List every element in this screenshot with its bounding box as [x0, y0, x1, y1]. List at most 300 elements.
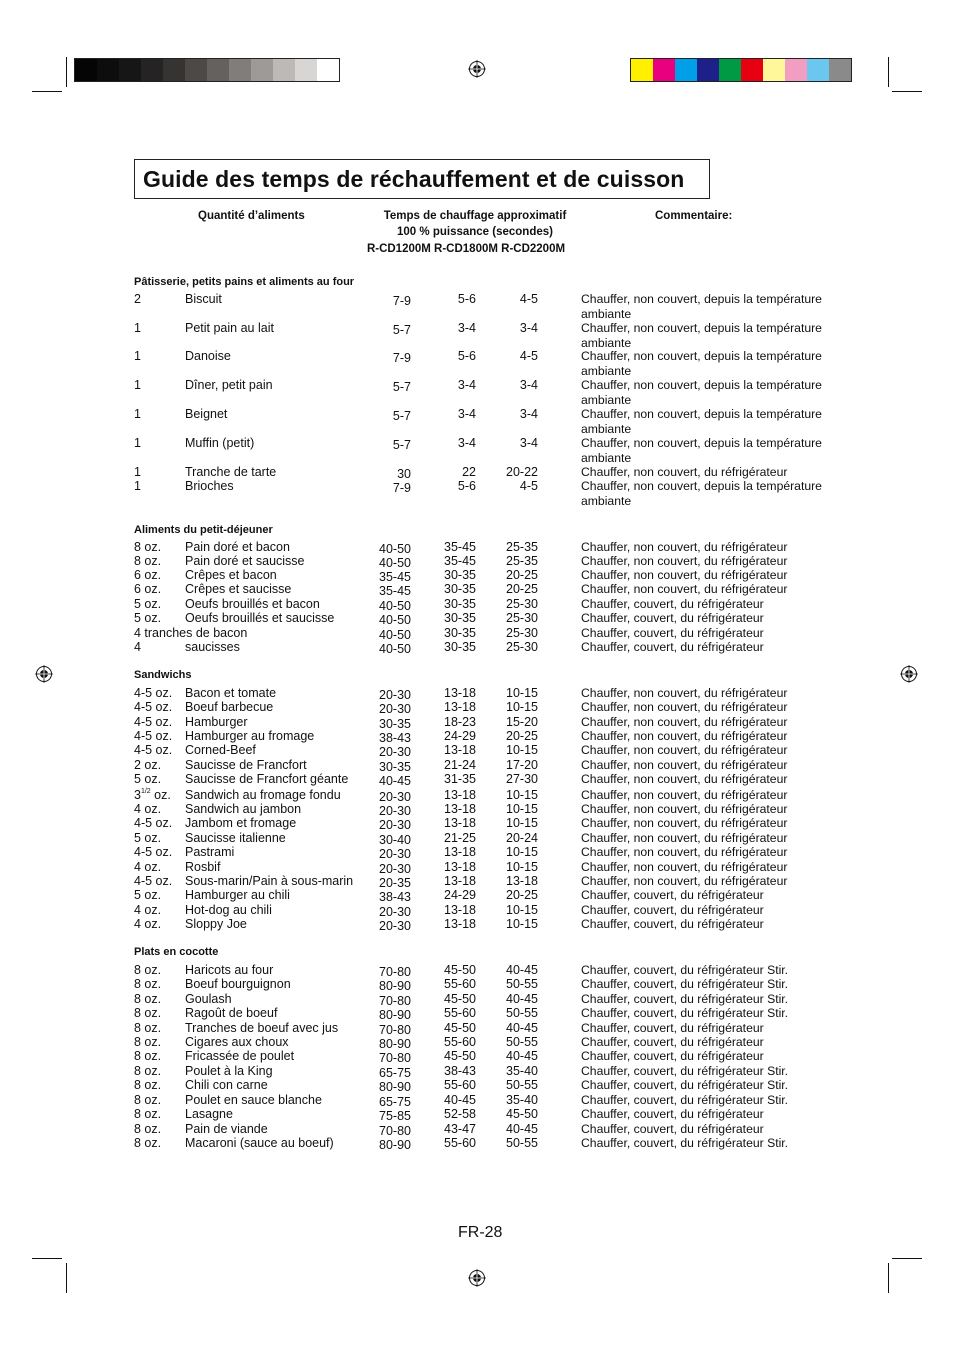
time-r-cd2200m: 25-35 [506, 540, 538, 554]
color-swatch [741, 59, 763, 81]
time-r-cd1800m: 30-35 [444, 597, 476, 611]
food-item-cell: Boeuf barbecue [185, 700, 274, 714]
time-r-cd1200m: 65-75 [379, 1066, 411, 1080]
food-item-cell: Danoise [185, 349, 231, 363]
food-item-cell: Poulet à la King [185, 1064, 273, 1078]
food-item-cell: Hot-dog au chili [185, 903, 272, 917]
time-r-cd2200m: 25-30 [506, 611, 538, 625]
food-item-cell: Chili con carne [185, 1078, 268, 1092]
food-item-cell: Poulet en sauce blanche [185, 1093, 322, 1107]
time-r-cd1800m: 30-35 [444, 582, 476, 596]
time-r-cd2200m: 10-15 [506, 816, 538, 830]
crop-mark [32, 91, 62, 92]
registration-mark-icon [468, 60, 486, 78]
crop-mark [66, 57, 67, 87]
quantity-cell: 4-5 oz. [134, 729, 173, 743]
food-item-cell: Crêpes et bacon [185, 568, 277, 582]
food-item-cell: Sous-marin/Pain à sous-marin [185, 874, 354, 888]
color-swatch [675, 59, 697, 81]
quantity-cell: 5 oz. [134, 772, 162, 786]
quantity-unit: oz. [150, 788, 171, 802]
time-r-cd1200m: 5-7 [392, 438, 411, 452]
comment-cell: Chauffer, couvert, du réfrigérateur Stir. [581, 1093, 789, 1107]
food-item-cell: Tranches de boeuf avec jus [185, 1021, 339, 1035]
time-r-cd1800m: 13-18 [444, 903, 476, 917]
time-r-cd2200m: 10-15 [506, 686, 538, 700]
food-item-cell: saucisses [185, 640, 240, 654]
page-number: FR-28 [458, 1224, 503, 1241]
quantity-cell: 1 [134, 407, 141, 421]
time-r-cd2200m: 15-20 [506, 715, 538, 729]
food-item-cell: Dîner, petit pain [185, 378, 273, 392]
quantity-cell: 8 oz. [134, 977, 162, 991]
comment-cell: Chauffer, couvert, du réfrigérateur [581, 1122, 764, 1136]
time-r-cd1200m: 40-50 [379, 642, 411, 656]
grayscale-swatch [295, 59, 317, 81]
color-swatch [697, 59, 719, 81]
comment-cell: Chauffer, non couvert, du réfrigérateur [581, 788, 788, 802]
quantity-cell: 1 [134, 479, 141, 493]
comment-cell: Chauffer, couvert, du réfrigérateur [581, 640, 764, 654]
comment-cell: Chauffer, non couvert, depuis la température ambiante [581, 349, 822, 378]
food-item-cell: Pastrami [185, 845, 235, 859]
time-r-cd1200m: 7-9 [392, 351, 411, 365]
food-item-cell: Goulash [185, 992, 232, 1006]
time-r-cd1200m: 20-30 [379, 688, 411, 702]
time-r-cd1200m: 20-30 [379, 847, 411, 861]
comment-cell: Chauffer, couvert, du réfrigérateur [581, 1035, 764, 1049]
food-item-cell: Cigares aux choux [185, 1035, 289, 1049]
food-item-cell: Tranche de tarte [185, 465, 277, 479]
food-item-cell: Petit pain au lait [185, 321, 274, 335]
comment-cell: Chauffer, couvert, du réfrigérateur [581, 888, 764, 902]
time-r-cd1800m: 45-50 [444, 1021, 476, 1035]
grayscale-swatch [185, 59, 207, 81]
time-r-cd1200m: 20-30 [379, 804, 411, 818]
time-r-cd2200m: 3-4 [519, 321, 538, 335]
time-r-cd1200m: 80-90 [379, 1138, 411, 1152]
time-r-cd1200m: 20-30 [379, 905, 411, 919]
color-calibration-bar [630, 58, 852, 82]
grayscale-swatch [273, 59, 295, 81]
header-quantity: Quantité d’aliments [198, 210, 305, 222]
time-r-cd2200m: 10-15 [506, 845, 538, 859]
comment-cell: Chauffer, couvert, du réfrigérateur Stir. [581, 1064, 789, 1078]
time-r-cd1800m: 13-18 [444, 686, 476, 700]
section-heading: Pâtisserie, petits pains et aliments au four [134, 276, 355, 288]
color-swatch [653, 59, 675, 81]
quantity-cell: 8 oz. [134, 1136, 162, 1150]
comment-cell: Chauffer, couvert, du réfrigérateur [581, 903, 764, 917]
time-r-cd1200m: 35-45 [379, 570, 411, 584]
comment-cell: Chauffer, non couvert, du réfrigérateur [581, 758, 788, 772]
quantity-cell: 4 oz. [134, 802, 162, 816]
quantity-cell: 8 oz. [134, 1122, 162, 1136]
header-power: 100 % puissance (secondes) [397, 226, 553, 238]
time-r-cd2200m: 27-30 [506, 772, 538, 786]
time-r-cd2200m: 10-15 [506, 802, 538, 816]
food-item-cell: Sloppy Joe [185, 917, 247, 931]
time-r-cd1800m: 45-50 [444, 963, 476, 977]
grayscale-swatch [75, 59, 97, 81]
comment-cell: Chauffer, non couvert, du réfrigérateur [581, 831, 788, 845]
time-r-cd1800m: 13-18 [444, 816, 476, 830]
time-r-cd1800m: 13-18 [444, 874, 476, 888]
time-r-cd1800m: 43-47 [444, 1122, 476, 1136]
grayscale-swatch [317, 59, 339, 81]
quantity-cell: 4 tranches de bacon [134, 626, 248, 640]
quantity-cell: 1 [134, 378, 141, 392]
time-r-cd1200m: 20-30 [379, 919, 411, 933]
quantity-cell: 1 [134, 436, 141, 450]
comment-cell: Chauffer, non couvert, du réfrigérateur [581, 802, 788, 816]
time-r-cd1800m: 5-6 [457, 479, 476, 493]
time-r-cd1800m: 13-18 [444, 845, 476, 859]
comment-cell: Chauffer, couvert, du réfrigérateur [581, 1021, 764, 1035]
time-r-cd1200m: 30-35 [379, 717, 411, 731]
quantity-cell: 8 oz. [134, 963, 162, 977]
quantity-cell: 4-5 oz. [134, 743, 173, 757]
time-r-cd1200m: 20-30 [379, 745, 411, 759]
food-item-cell: Haricots au four [185, 963, 274, 977]
grayscale-swatch [141, 59, 163, 81]
comment-cell: Chauffer, couvert, du réfrigérateur [581, 611, 764, 625]
time-r-cd2200m: 20-24 [506, 831, 538, 845]
quantity-cell: 6 oz. [134, 568, 162, 582]
food-item-cell: Sandwich au fromage fondu [185, 788, 341, 802]
comment-cell: Chauffer, non couvert, du réfrigérateur [581, 860, 788, 874]
crop-mark [888, 57, 889, 87]
grayscale-swatch [163, 59, 185, 81]
time-r-cd2200m: 4-5 [519, 292, 538, 306]
section-heading: Sandwichs [134, 669, 192, 681]
comment-cell: Chauffer, non couvert, du réfrigérateur [581, 772, 788, 786]
section-heading: Plats en cocotte [134, 946, 219, 958]
time-r-cd2200m: 40-45 [506, 1021, 538, 1035]
time-r-cd1800m: 13-18 [444, 802, 476, 816]
time-r-cd1800m: 18-23 [444, 715, 476, 729]
comment-cell: Chauffer, couvert, du réfrigérateur [581, 597, 764, 611]
time-r-cd1200m: 7-9 [392, 294, 411, 308]
food-item-cell: Muffin (petit) [185, 436, 255, 450]
color-swatch [829, 59, 851, 81]
quantity-cell: 4-5 oz. [134, 845, 173, 859]
time-r-cd1800m: 3-4 [457, 407, 476, 421]
comment-cell: Chauffer, non couvert, depuis la température ambiante [581, 321, 822, 350]
time-r-cd2200m: 50-55 [506, 1136, 538, 1150]
registration-mark-icon [468, 1269, 486, 1287]
time-r-cd1200m: 5-7 [392, 409, 411, 423]
food-item-cell: Saucisse de Francfort [185, 758, 307, 772]
quantity-cell: 5 oz. [134, 597, 162, 611]
quantity-cell: 1 [134, 465, 141, 479]
time-r-cd1200m: 20-35 [379, 876, 411, 890]
food-item-cell: Sandwich au jambon [185, 802, 302, 816]
quantity-cell: 4-5 oz. [134, 874, 173, 888]
quantity-cell: 4-5 oz. [134, 715, 173, 729]
quantity-cell: 8 oz. [134, 1064, 162, 1078]
quantity-cell: 5 oz. [134, 888, 162, 902]
grayscale-swatch [251, 59, 273, 81]
time-r-cd1800m: 52-58 [444, 1107, 476, 1121]
comment-cell: Chauffer, non couvert, du réfrigérateur [581, 540, 788, 554]
time-r-cd1800m: 55-60 [444, 977, 476, 991]
section-heading: Aliments du petit-déjeuner [134, 524, 273, 536]
header-time: Temps de chauffage approximatif [383, 210, 567, 222]
quantity-cell: 1 [134, 321, 141, 335]
time-r-cd1200m: 20-30 [379, 818, 411, 832]
time-r-cd1800m: 30-35 [444, 611, 476, 625]
time-r-cd1800m: 5-6 [457, 349, 476, 363]
time-r-cd1800m: 5-6 [457, 292, 476, 306]
time-r-cd1200m: 20-30 [379, 862, 411, 876]
time-r-cd2200m: 10-15 [506, 917, 538, 931]
time-r-cd1800m: 21-24 [444, 758, 476, 772]
comment-cell: Chauffer, couvert, du réfrigérateur Stir. [581, 1078, 789, 1092]
food-item-cell: Pain doré et bacon [185, 540, 290, 554]
time-r-cd2200m: 10-15 [506, 788, 538, 802]
comment-cell: Chauffer, non couvert, depuis la température ambiante [581, 378, 822, 407]
time-r-cd1800m: 35-45 [444, 540, 476, 554]
crop-mark [888, 1263, 889, 1293]
time-r-cd1800m: 13-18 [444, 788, 476, 802]
time-r-cd2200m: 20-25 [506, 568, 538, 582]
time-r-cd2200m: 25-35 [506, 554, 538, 568]
time-r-cd2200m: 3-4 [519, 436, 538, 450]
time-r-cd1800m: 3-4 [457, 436, 476, 450]
comment-cell: Chauffer, couvert, du réfrigérateur [581, 1107, 764, 1121]
grayscale-swatch [97, 59, 119, 81]
food-item-cell: Crêpes et saucisse [185, 582, 292, 596]
color-swatch [763, 59, 785, 81]
quantity-cell: 8 oz. [134, 992, 162, 1006]
crop-mark [32, 1258, 62, 1259]
time-r-cd2200m: 35-40 [506, 1064, 538, 1078]
quantity-cell: 8 oz. [134, 1078, 162, 1092]
time-r-cd1800m: 13-18 [444, 917, 476, 931]
quantity-cell: 4-5 oz. [134, 686, 173, 700]
quantity-cell: 8 oz. [134, 1093, 162, 1107]
time-r-cd2200m: 10-15 [506, 860, 538, 874]
quantity-cell: 2 oz. [134, 758, 162, 772]
time-r-cd1200m: 80-90 [379, 979, 411, 993]
food-item-cell: Boeuf bourguignon [185, 977, 291, 991]
food-item-cell: Hamburger au chili [185, 888, 290, 902]
grayscale-swatch [207, 59, 229, 81]
time-r-cd1200m: 5-7 [392, 323, 411, 337]
comment-cell: Chauffer, couvert, du réfrigérateur Stir. [581, 1006, 789, 1020]
time-r-cd1200m: 70-80 [379, 965, 411, 979]
time-r-cd1200m: 70-80 [379, 1124, 411, 1138]
time-r-cd1800m: 30-35 [444, 626, 476, 640]
time-r-cd1800m: 22 [462, 465, 476, 479]
grayscale-calibration-bar [74, 58, 340, 82]
comment-cell: Chauffer, non couvert, du réfrigérateur [581, 874, 788, 888]
time-r-cd1200m: 30 [397, 467, 411, 481]
time-r-cd2200m: 10-15 [506, 743, 538, 757]
time-r-cd1800m: 55-60 [444, 1136, 476, 1150]
comment-cell: Chauffer, non couvert, depuis la température ambiante [581, 292, 822, 321]
quantity-value: 3 [134, 788, 141, 802]
quantity-cell: 8 oz. [134, 1107, 162, 1121]
time-r-cd2200m: 3-4 [519, 407, 538, 421]
quantity-fraction: 1/2 [140, 788, 151, 795]
quantity-cell: 5 oz. [134, 831, 162, 845]
food-item-cell: Ragoût de boeuf [185, 1006, 278, 1020]
time-r-cd2200m: 50-55 [506, 1006, 538, 1020]
time-r-cd2200m: 50-55 [506, 1035, 538, 1049]
quantity-cell: 4 oz. [134, 903, 162, 917]
time-r-cd2200m: 10-15 [506, 903, 538, 917]
quantity-cell: 6 oz. [134, 582, 162, 596]
time-r-cd1200m: 7-9 [392, 481, 411, 495]
time-r-cd1800m: 3-4 [457, 321, 476, 335]
comment-cell: Chauffer, non couvert, du réfrigérateur [581, 816, 788, 830]
food-item-cell: Corned-Beef [185, 743, 256, 757]
comment-cell: Chauffer, non couvert, depuis la température ambiante [581, 436, 822, 465]
time-r-cd2200m: 4-5 [519, 349, 538, 363]
time-r-cd2200m: 40-45 [506, 963, 538, 977]
comment-cell: Chauffer, non couvert, depuis la température ambiante [581, 407, 822, 436]
time-r-cd1200m: 38-43 [379, 731, 411, 745]
time-r-cd1200m: 38-43 [379, 890, 411, 904]
time-r-cd1800m: 13-18 [444, 743, 476, 757]
time-r-cd1200m: 40-50 [379, 556, 411, 570]
registration-mark-icon [900, 665, 918, 683]
time-r-cd2200m: 40-45 [506, 1122, 538, 1136]
time-r-cd1200m: 80-90 [379, 1080, 411, 1094]
time-r-cd2200m: 10-15 [506, 700, 538, 714]
comment-cell: Chauffer, couvert, du réfrigérateur Stir. [581, 963, 789, 977]
time-r-cd1800m: 31-35 [444, 772, 476, 786]
time-r-cd2200m: 35-40 [506, 1093, 538, 1107]
time-r-cd2200m: 40-45 [506, 992, 538, 1006]
time-r-cd2200m: 25-30 [506, 626, 538, 640]
time-r-cd1800m: 24-29 [444, 729, 476, 743]
color-swatch [719, 59, 741, 81]
time-r-cd1800m: 55-60 [444, 1035, 476, 1049]
quantity-cell: 4-5 oz. [134, 700, 173, 714]
food-item-cell: Hamburger au fromage [185, 729, 315, 743]
food-item-cell: Jambom et fromage [185, 816, 297, 830]
time-r-cd1200m: 40-45 [379, 774, 411, 788]
time-r-cd2200m: 20-25 [506, 888, 538, 902]
time-r-cd2200m: 4-5 [519, 479, 538, 493]
food-item-cell: Rosbif [185, 860, 221, 874]
time-r-cd1200m: 70-80 [379, 1023, 411, 1037]
time-r-cd2200m: 45-50 [506, 1107, 538, 1121]
quantity-cell: 4 oz. [134, 860, 162, 874]
comment-cell: Chauffer, non couvert, du réfrigérateur [581, 568, 788, 582]
time-r-cd1800m: 38-43 [444, 1064, 476, 1078]
food-item-cell: Fricassée de poulet [185, 1049, 295, 1063]
food-item-cell: Oeufs brouillés et saucisse [185, 611, 335, 625]
quantity-cell: 8 oz. [134, 1021, 162, 1035]
crop-mark [66, 1263, 67, 1293]
food-item-cell: Oeufs brouillés et bacon [185, 597, 320, 611]
food-item-cell: Macaroni (sauce au boeuf) [185, 1136, 334, 1150]
comment-cell: Chauffer, non couvert, du réfrigérateur [581, 715, 788, 729]
comment-cell: Chauffer, couvert, du réfrigérateur [581, 917, 764, 931]
time-r-cd2200m: 25-30 [506, 597, 538, 611]
comment-cell: Chauffer, couvert, du réfrigérateur Stir. [581, 977, 789, 991]
time-r-cd1800m: 21-25 [444, 831, 476, 845]
quantity-cell: 8 oz. [134, 540, 162, 554]
comment-cell: Chauffer, non couvert, depuis la température ambiante [581, 479, 822, 508]
food-item-cell: Hamburger [185, 715, 248, 729]
time-r-cd1200m: 35-45 [379, 584, 411, 598]
food-item-cell: Pain de viande [185, 1122, 268, 1136]
time-r-cd1200m: 40-50 [379, 628, 411, 642]
time-r-cd1800m: 24-29 [444, 888, 476, 902]
food-item-cell: Brioches [185, 479, 234, 493]
time-r-cd2200m: 17-20 [506, 758, 538, 772]
time-r-cd1800m: 40-45 [444, 1093, 476, 1107]
quantity-cell: 8 oz. [134, 1049, 162, 1063]
time-r-cd1800m: 55-60 [444, 1006, 476, 1020]
time-r-cd1200m: 80-90 [379, 1008, 411, 1022]
time-r-cd1800m: 3-4 [457, 378, 476, 392]
time-r-cd1800m: 30-35 [444, 568, 476, 582]
time-r-cd2200m: 20-25 [506, 582, 538, 596]
time-r-cd2200m: 3-4 [519, 378, 538, 392]
time-r-cd1200m: 40-50 [379, 542, 411, 556]
page-title: Guide des temps de réchauffement et de cuisson [143, 166, 685, 192]
food-item-cell: Beignet [185, 407, 228, 421]
color-swatch [785, 59, 807, 81]
time-r-cd1200m: 70-80 [379, 1051, 411, 1065]
food-item-cell: Saucisse italienne [185, 831, 286, 845]
time-r-cd2200m: 50-55 [506, 977, 538, 991]
time-r-cd2200m: 25-30 [506, 640, 538, 654]
time-r-cd1200m: 30-35 [379, 760, 411, 774]
food-item-cell: Lasagne [185, 1107, 233, 1121]
comment-cell: Chauffer, non couvert, du réfrigérateur [581, 845, 788, 859]
time-r-cd1200m: 30-40 [379, 833, 411, 847]
time-r-cd1800m: 13-18 [444, 700, 476, 714]
time-r-cd1200m: 80-90 [379, 1037, 411, 1051]
crop-mark [892, 91, 922, 92]
color-swatch [631, 59, 653, 81]
grayscale-swatch [229, 59, 251, 81]
quantity-cell: 1 [134, 349, 141, 363]
quantity-cell: 5 oz. [134, 611, 162, 625]
time-r-cd2200m: 13-18 [506, 874, 538, 888]
comment-cell: Chauffer, non couvert, du réfrigérateur [581, 743, 788, 757]
time-r-cd2200m: 20-25 [506, 729, 538, 743]
quantity-cell: 8 oz. [134, 1006, 162, 1020]
quantity-cell: 4 oz. [134, 917, 162, 931]
time-r-cd1800m: 45-50 [444, 1049, 476, 1063]
quantity-cell: 8 oz. [134, 554, 162, 568]
color-swatch [807, 59, 829, 81]
crop-mark [892, 1258, 922, 1259]
time-r-cd1800m: 45-50 [444, 992, 476, 1006]
time-r-cd1800m: 30-35 [444, 640, 476, 654]
time-r-cd2200m: 20-22 [506, 465, 538, 479]
comment-cell: Chauffer, non couvert, du réfrigérateur [581, 465, 788, 479]
comment-cell: Chauffer, non couvert, du réfrigérateur [581, 582, 788, 596]
food-item-cell: Biscuit [185, 292, 222, 306]
time-r-cd2200m: 40-45 [506, 1049, 538, 1063]
header-models: R-CD1200M R-CD1800M R-CD2200M [366, 243, 566, 255]
food-item-cell: Pain doré et saucisse [185, 554, 305, 568]
food-item-cell: Saucisse de Francfort géante [185, 772, 349, 786]
quantity-cell: 8 oz. [134, 1035, 162, 1049]
title-box [134, 159, 710, 199]
header-comment: Commentaire: [655, 210, 733, 222]
quantity-cell [134, 788, 171, 802]
